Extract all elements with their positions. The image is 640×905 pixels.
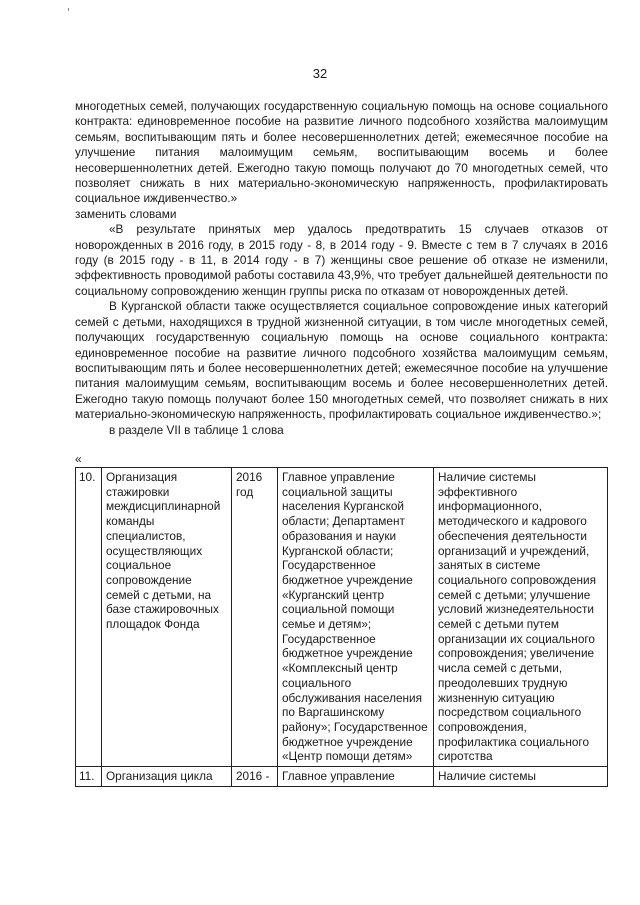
period-cell: 2016 год [232, 468, 278, 767]
results-cell: Наличие системы [434, 767, 608, 787]
document-body [75, 99, 608, 438]
page-number: 32 [312, 66, 328, 81]
row-number: 10. [76, 468, 102, 767]
open-quote-mark: « [75, 452, 82, 466]
executors-cell: Главное управление [278, 767, 434, 787]
paragraph-continuation: многодетных семей, получающих государственную социальную помощь на основе социального контракта: единовременное пособие на развитие личного подсобного хозяйства малоимущим семьям, воспитывающим пять и более несовершеннолетних детей; ежемесячное пособие на улучшение питания малоимущим семьям, воспитывающим восемь и более несовершеннолетних детей. Ежегодно такую помощь получают до 70 многодетных семей, что позволяет снижать в них материально-экономическую напряженность, профилактировать социальное иждивенчество.» [75, 99, 608, 206]
table-row [76, 468, 608, 767]
measures-table [75, 467, 608, 787]
paragraph-replace-with: заменить словами [75, 206, 177, 221]
activity-cell: Организация стажировки междисциплинарной команды специалистов, осуществляющих социальное сопровождение семей с детьми, на базе стажировочных площадок Фонда [102, 468, 232, 767]
scan-mark [68, 8, 69, 11]
paragraph-section-vii: в разделе VII в таблице 1 слова [109, 422, 284, 437]
results-cell: Наличие системы эффективного информационного, методического и кадрового обеспечения деятельности организаций и учреждений, занятых в системе социального сопровождения семей с детьми; улучшение условий жизнедеятельности семей с детьми путем организации их социального сопровождения; увеличение числа семей с детьми, преодолевших трудную жизненную ситуацию посредством социального сопровождения, профилактика социального сиротства [434, 468, 608, 767]
activity-cell: Организация цикла [102, 767, 232, 787]
executors-cell: Главное управление социальной защиты населения Курганской области; Департамент образования и науки Курганской области; Государственное бюджетное учреждение «Курганский центр социальной помощи семье и детям»; Государственное бюджетное учреждение «Комплексный центр социального обслуживания населения по Варгашинскому району»; Государственное бюджетное учреждение «Центр помощи детям» [278, 468, 434, 767]
period-cell: 2016 - [232, 767, 278, 787]
paragraph-kurgan-region: В Курганской области также осуществляется социальное сопровождение иных категорий семей с детьми, находящихся в трудной жизненной ситуации, в том числе многодетных семей, получающих государственную социальную помощь на основе социального контракта: единовременное пособие на развитие личного подсобного хозяйства малоимущим семьям, воспитывающим пять и более несовершеннолетних детей; ежемесячное пособие на улучшение питания малоимущим семьям, воспитывающим восемь и более несовершеннолетних детей. Ежегодно такую помощь получают более 150 многодетных семей, что позволяет снижать в них материально-экономическую напряженность, профилактировать социальное иждивенчество.»; [75, 299, 608, 422]
table-row [76, 767, 608, 787]
paragraph-refusals: «В результате принятых мер удалось предотвратить 15 случаев отказов от новорожденных в 2016 году, в 2015 году - 8, в 2014 году - 9. Вместе с тем в 7 случаях в 2016 году (в 2015 году - в 11, в 2014 году - в 7) женщины свое решение об отказе не изменили, эффективность проводимой работы составила 43,9%, что требует дальнейшей деятельности по социальному сопровождению женщин группы риска по отказам от новорожденных детей. [75, 222, 608, 298]
row-number: 11. [76, 767, 102, 787]
